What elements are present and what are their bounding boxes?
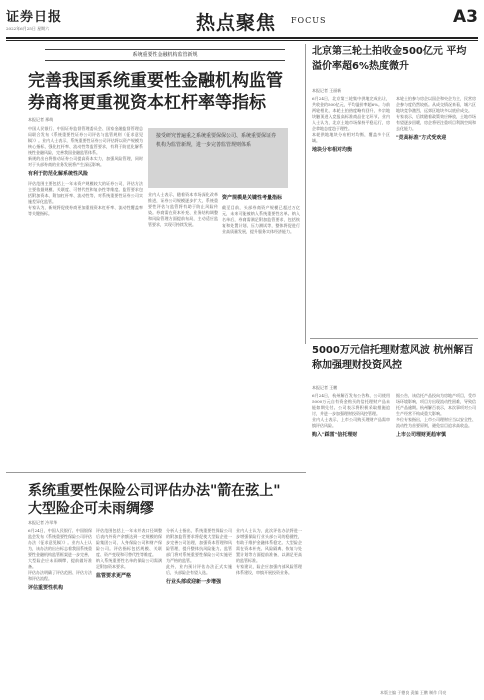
right1-body-2: 本轮土拍参与房企以国企和央企为主，民营房企参与度仍然较低。从成交情况来看，城六区地块竞争激烈，远郊区地块多以底价成交。 专家表示，后续随着政策效应释放，土地市场有望逐步回暖，房企将更注重项目利润空间和去化能力。 (396, 96, 476, 131)
bottom-column-1 (28, 528, 92, 595)
bottom-byline: 本报记者 冷翠华 (28, 520, 58, 525)
bottom-column-4 (236, 528, 302, 576)
bottom-body-2: 评估范围包括上一年末并表口径调整后表内外资产余额达到一定规模的保险集团公司、人身保险公司和财产保险公司。评估指标包括规模、关联度、资产变现和可替代性等维度。 纳入系统重要性名单的保险公司需满足附加资本要求。 (96, 528, 162, 569)
bottom-body-3: 分析人士指出，系统重要性保险公司的附加监管要求将促使大型险企进一步完善公司治理，加强资本管理和风险管理，提升整体抗风险能力。监管部门将对系统重要性保险公司实施更为严格的监管。 此外，业内预计评估办法正式实施后，头部险企有望入选。 (166, 528, 232, 575)
right2-column-1 (312, 393, 390, 442)
bottom-body-1: 6月24日，中国人民银行、中国银保监会发布《系统重要性保险公司评估办法（征求意见稿）》。业内人士认为，该办法的出台标志着我国系统重要性金融机构监管框架进一步完善，大型险企应未雨绸缪，提前做好准备。 评估办法明确了评估范围、评估方法和评估流程。 (28, 528, 92, 581)
header-rule-thin (6, 40, 478, 41)
right2-subhead-1: 购入"踩雷"信托理财 (312, 432, 358, 438)
lead-body-3: 截至目前，头部券商资产规模已超过万亿元，未来可能被纳入系统重要性名单。纳入名单后，券商需满足附加监管要求，包括恢复和处置计划、压力测试等，整体将促进行业高质量发展，提升服务实体经济能力。 (222, 205, 300, 234)
right2-body-2: 据公告，该信托产品投向为房地产项目，受市场环境影响，项目方出现流动性困难，导致信托产品逾期。杭州解百表示，本次事项对公司生产经营不构成重大影响。 多位专家指出，上市公司理财应当以安全性、流动性为首要原则，避免盲目追求高收益。 (396, 393, 476, 428)
right-byline-1: 本报记者 王丽新 (312, 88, 342, 93)
right2-body-1: 6月24日，杭州解百发布公告称，公司使用5000万元自有资金购买的信托理财产品未能如期兑付。公司表示将积极采取措施追讨，并进一步加强理财投资风控管理。 业内人士表示，上市公司购买理财产品需审慎评估风险。 (312, 393, 390, 428)
masthead (6, 6, 478, 36)
bottom-column-2 (96, 528, 162, 583)
lead-column-1 (28, 126, 143, 217)
bottom-headline: 系统重要性保险公司评估办法"箭在弦上" 大型险企可未雨绸缪 (28, 483, 281, 517)
right1-column-2 (396, 96, 476, 145)
right1-column-1 (312, 96, 390, 157)
bottom-subhead-2: 监管要求更严格 (96, 573, 132, 579)
lead-kicker: 系统重要性金融机构监管新规 (45, 49, 285, 61)
right-headline-2: 5000万元信托理财惹风波 杭州解百称加强理财投资风控 (312, 345, 474, 371)
page-number: A3 (453, 7, 478, 27)
page-footer: 本版主编 于德良 责编 王鹏 制作 闫亮 (380, 690, 447, 695)
right-headline-1: 北京第三轮土拍收金500亿元 平均溢价率超6%热度微升 (312, 46, 467, 72)
bottom-column-3 (166, 528, 232, 589)
right1-body-1: 6月24日，北京第三轮集中供地完成出让，共收金约500亿元，平均溢价率超6%。与前两轮相比，本轮土拍热度略有回升，多宗地块触顶进入竞报高标准商品住宅环节。业内人士认为，北京土地市场保持平稳运行，房企拿地态度趋于理性。 本轮供地地块分布相对均衡，覆盖多个区域。 (312, 96, 390, 143)
bottom-body-4: 业内人士认为，此次评估办法将进一步增强保险行业头部公司的稳健性，有助于维护金融体系稳定。大型险企需在资本补充、风险隔离、恢复与处置计划等方面提前准备，以满足更高的监管标准。 专家建议，险企应加强内部风险管理体系建设，审慎开展投资业务。 (236, 528, 302, 575)
right-divider (310, 338, 478, 339)
pull-quote: 接受研究普遍重之系统重要保保公司、系统重要保证券机构为监管新规，进一步完善监管规则体系 (148, 128, 288, 188)
right2-subhead-2: 上市公司理财更趋审慎 (396, 432, 447, 438)
right1-subhead-2: "竞高标准"方式受欢迎 (396, 135, 447, 141)
lead-byline: 本报记者 邢萌 (28, 117, 54, 122)
bottom-divider (6, 472, 306, 473)
newspaper-brand: 证券日报 (6, 10, 63, 25)
column-divider (305, 44, 306, 344)
lead-column-2 (148, 192, 218, 228)
section-title-en: FOCUS (291, 16, 327, 25)
lead-body-2: 业内人士表示，随着资本市场深化改革推进，证券公司规模逐步扩大，系统重要性评估与监管将有助于防止风险传染。券商需在资本补充、业务结构调整和风险管理方面提前布局，主动适应监管要求，实现可持续发展。 (148, 192, 218, 227)
issue-date: 2022年6月25日 星期六 (6, 26, 50, 31)
lead-subhead-1: 有利于防范化解系统性风险 (28, 171, 89, 177)
lead-body-1: 中国人民银行、中国证券监督管理委员会、国家金融监督管理总局联合发布《系统重要性证券公司评估与监管规则（征求意见稿）》。业内人士表示，系统重要性证券公司评估将以资产规模为核心指标，强化杠杆率、流动性等监管要求，有利于防范化解系统性金融风险，完善我国金融监管体系。 新规的出台将推动证券公司提高资本实力，加强风险管理，同时对于头部券商的业务发展将产生深远影响。 (28, 126, 143, 167)
lead-body-1b: 评估范围主要包括上一年末资产规模较大的证券公司，评估方法主要依据规模、关联度、可替代性和复杂性等维度。监管要求包括附加资本、附加杠杆率、流动性等，对系统重要性证券公司实施差异化监管。 专家认为，新规将促使券商更加重视资本杠杆率、流动性覆盖率等关键指标。 (28, 181, 143, 216)
bottom-subhead-3: 行业头部或迎新一步增强 (166, 579, 222, 585)
right1-subhead-1: 地块分布相对均衡 (312, 147, 353, 153)
lead-headline: 完善我国系统重要性金融机构监管 券商将更重视资本杠杆率等指标 (28, 71, 283, 113)
lead-subhead-2: 资产规模是关键性考量指标 (222, 195, 283, 201)
section-title: 热点聚焦 (196, 12, 277, 34)
bottom-subhead-1: 评估重要性机构 (28, 585, 64, 591)
lead-column-3 (222, 192, 300, 235)
right-byline-2: 本报记者 王鹏 (312, 385, 338, 390)
header-rule (6, 37, 478, 39)
right2-column-2 (396, 393, 476, 442)
